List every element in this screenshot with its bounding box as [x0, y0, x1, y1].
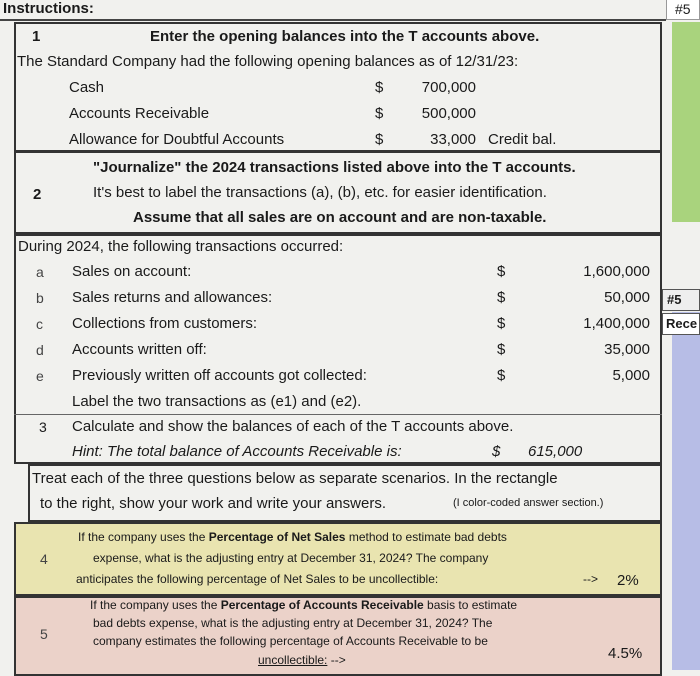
txn-amount: 1,600,000 [583, 263, 650, 280]
question-5-line1-bold: Percentage of Accounts Receivable [220, 598, 424, 612]
right-panel-green [672, 22, 700, 222]
txn-letter: d [36, 342, 44, 358]
scenario-line2-small-text: I color-coded answer section. [456, 497, 600, 509]
question-4-arrow: --> [583, 572, 598, 586]
txn-label: Sales returns and allowances: [72, 289, 273, 306]
opening-cash-amount: 700,000 [421, 79, 476, 96]
section-3-hint-currency: $ [492, 443, 501, 460]
txn-currency: $ [497, 367, 506, 384]
question-4-line1 [78, 530, 507, 544]
txn-label: Previously written off accounts got collected: [72, 367, 367, 384]
txn-label: Collections from customers: [72, 315, 258, 332]
txn-label: Sales on account: [72, 263, 192, 280]
question-5-number: 5 [40, 626, 48, 642]
txn-letter: b [36, 290, 44, 306]
transactions-note: Label the two transactions as (e1) and (e2). [72, 393, 362, 410]
header-divider [0, 19, 666, 21]
question-5-line1-pre: If the company uses the [90, 598, 221, 612]
opening-cash-label: Cash [69, 79, 105, 96]
question-4-number: 4 [40, 551, 48, 567]
txn-amount: 1,400,000 [583, 315, 650, 332]
opening-ar-label: Accounts Receivable [69, 105, 210, 122]
txn-letter: e [36, 368, 44, 384]
scenario-line1: Treat each of the three questions below as separate scenarios. In the rectangle [32, 470, 558, 487]
section-3-line1: Calculate and show the balances of each of the T accounts above. [72, 418, 514, 435]
header-title: Instructions: [3, 0, 94, 17]
opening-cash-currency: $ [375, 79, 384, 96]
question-4-line1-bold: Percentage of Net Sales [208, 530, 346, 544]
opening-allowance-note: Credit bal. [488, 131, 557, 148]
question-5-arrow: --> [330, 653, 346, 667]
question-5-line1-post: basis to estimate [423, 598, 518, 612]
question-5-line1 [90, 598, 517, 612]
question-5-line2: bad debts expense, what is the adjusting entry at December 31, 2024? The [93, 616, 493, 630]
question-4-line1-post: method to estimate bad debts [345, 530, 507, 544]
section-2-line3: Assume that all sales are on account and are non-taxable. [133, 209, 547, 226]
section-3-hint: Hint: The total balance of Accounts Receivable is: [72, 443, 402, 460]
txn-currency: $ [497, 341, 506, 358]
section-2-line2: It's best to label the transactions (a), (b), etc. for easier identification. [93, 184, 547, 201]
txn-letter: c [36, 316, 43, 332]
scenario-line2: to the right, show your work and write your answers. [40, 495, 386, 512]
transactions-intro: During 2024, the following transactions occurred: [18, 238, 344, 255]
section-1-heading: Enter the opening balances into the T accounts above. [150, 28, 540, 45]
section-2-number: 2 [33, 186, 42, 203]
section-3-hint-amount: 615,000 [528, 443, 583, 460]
header-tab[interactable]: #5 [666, 0, 700, 20]
right-panel-receivable-label: Rece [662, 313, 700, 335]
question-4-line2: expense, what is the adjusting entry at December 31, 2024? The company [93, 551, 489, 565]
opening-allowance-label: Allowance for Doubtful Accounts [69, 131, 285, 148]
txn-amount: 50,000 [604, 289, 650, 306]
right-panel-blue [672, 312, 700, 670]
txn-currency: $ [497, 289, 506, 306]
txn-label: Accounts written off: [72, 341, 207, 358]
opening-allowance-amount: 33,000 [430, 131, 476, 148]
opening-ar-currency: $ [375, 105, 384, 122]
question-5-uncollectible: uncollectible: [258, 653, 328, 667]
section-1-intro: The Standard Company had the following opening balances as of 12/31/23: [17, 53, 519, 70]
question-5-percent: 4.5% [608, 645, 643, 662]
question-4-percent: 2% [617, 572, 639, 589]
question-4-line3: anticipates the following percentage of Net Sales to be uncollectible: [76, 572, 439, 586]
question-5-line4 [258, 653, 346, 667]
txn-letter: a [36, 264, 44, 280]
txn-currency: $ [497, 315, 506, 332]
section-1-number: 1 [32, 28, 41, 45]
txn-amount: 35,000 [604, 341, 650, 358]
opening-ar-amount: 500,000 [421, 105, 476, 122]
opening-allowance-currency: $ [375, 131, 384, 148]
scenario-line2-small: (I color-coded answer section.) [453, 497, 604, 509]
question-4-line1-pre: If the company uses the [78, 530, 209, 544]
question-5-line3: company estimates the following percentage of Accounts Receivable to be [93, 634, 488, 648]
section-3-number: 3 [39, 419, 47, 435]
txn-amount: 5,000 [612, 367, 650, 384]
section-2-line1: "Journalize" the 2024 transactions listed above into the T accounts. [93, 159, 576, 176]
section-3-divider [14, 414, 662, 415]
txn-currency: $ [497, 263, 506, 280]
right-panel-tag: #5 [662, 289, 700, 311]
